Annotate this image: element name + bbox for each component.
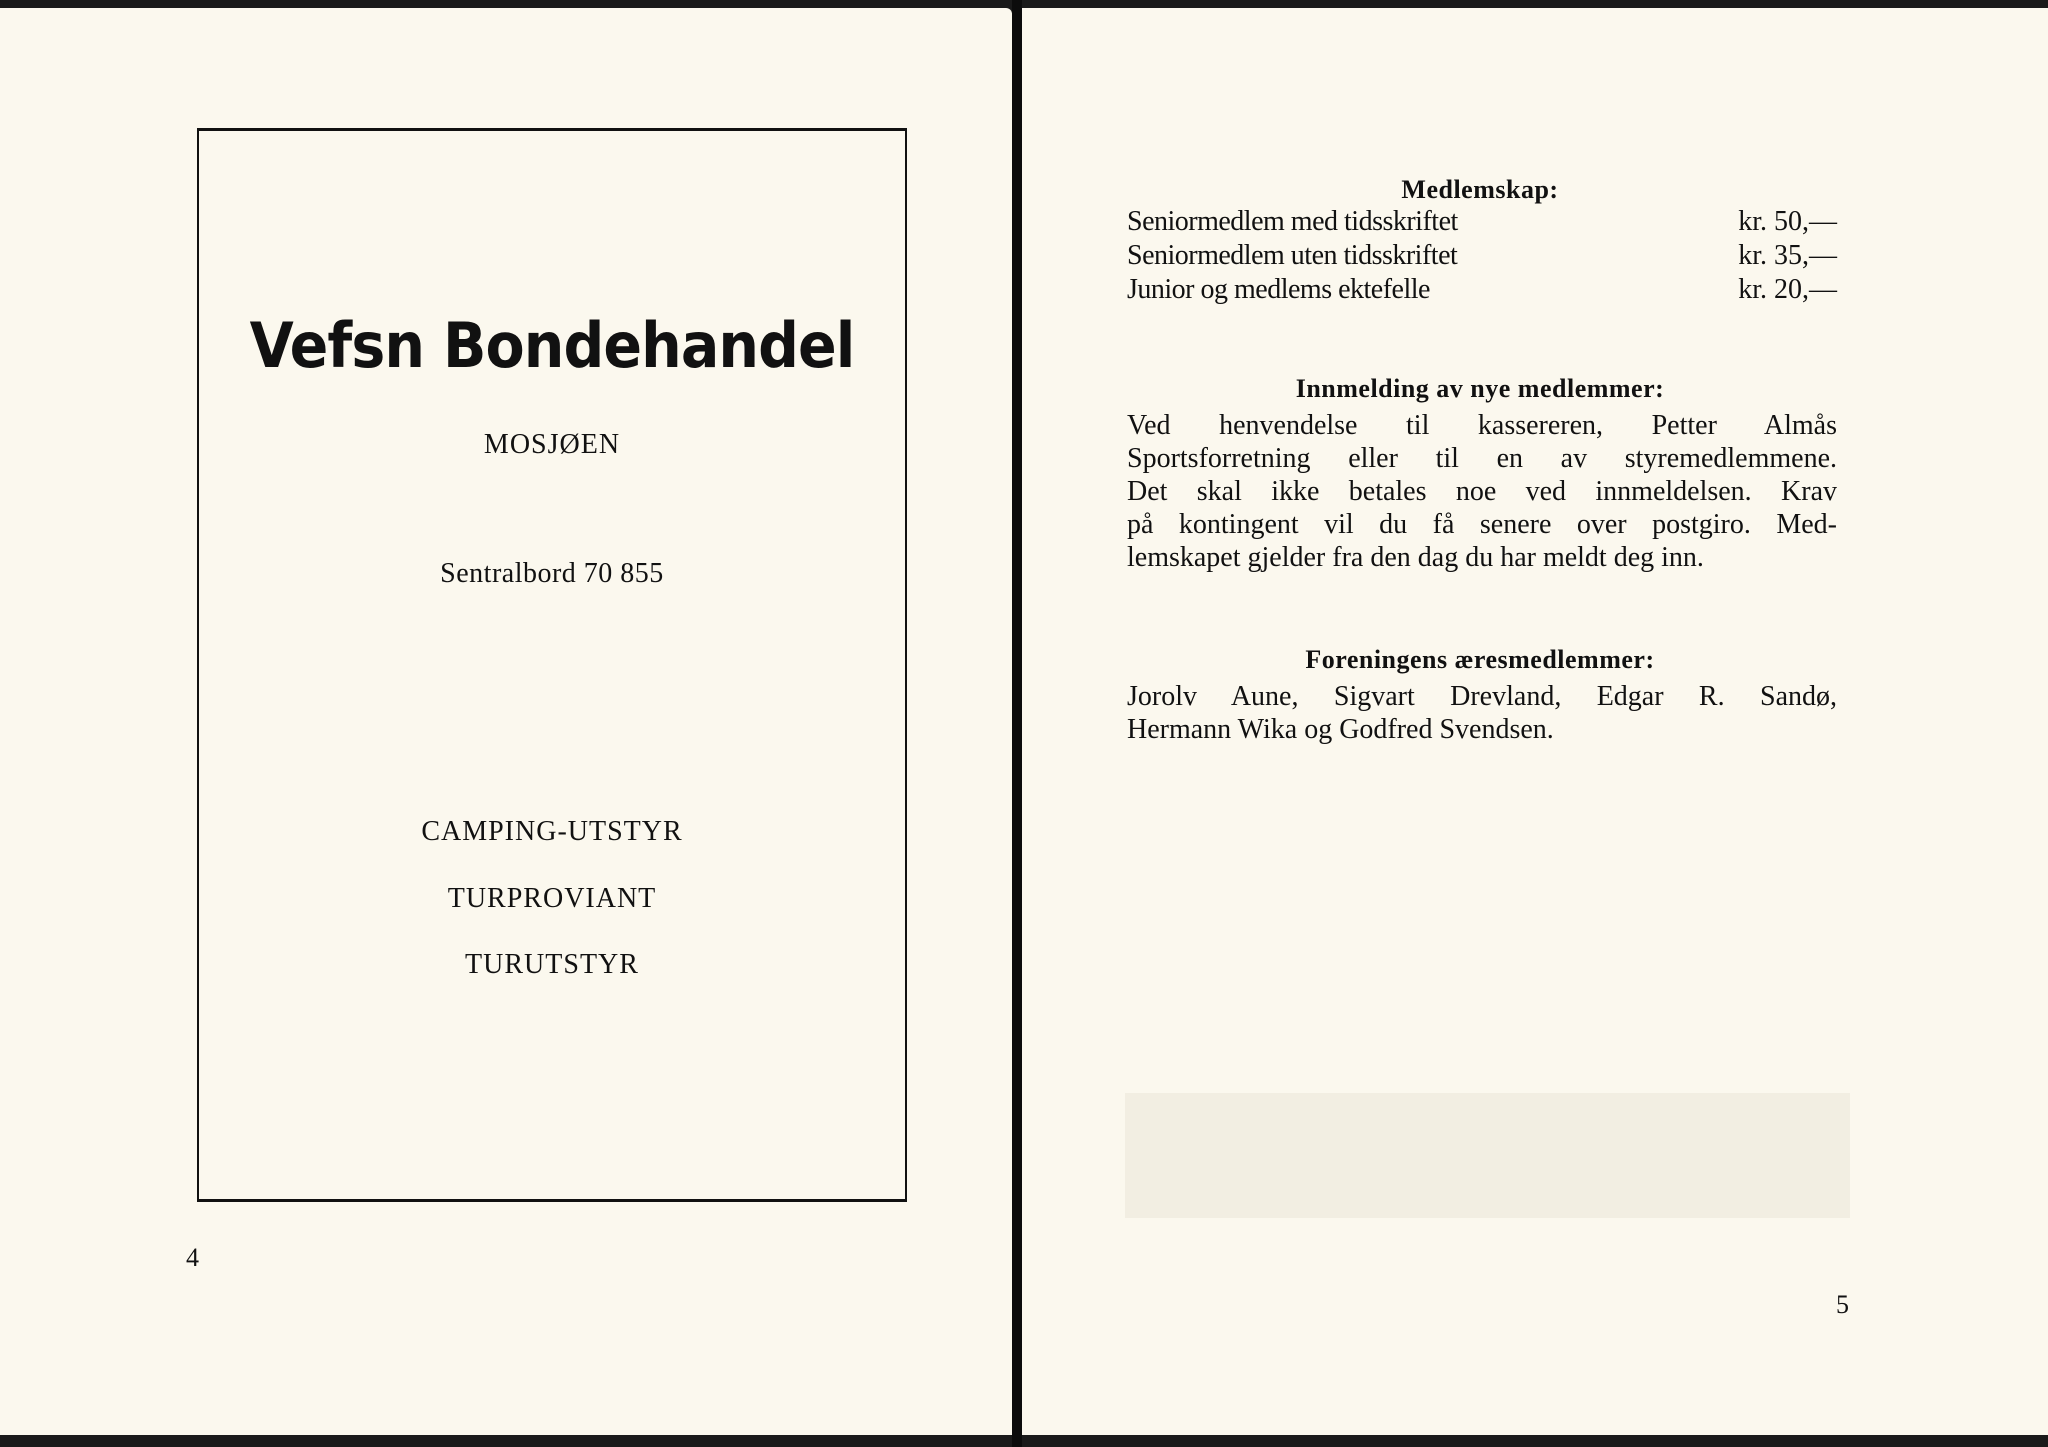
advertisement-box [197, 128, 907, 1202]
page-number-left: 4 [186, 1243, 199, 1272]
paragraph-line: Ved henvendelse til kassereren, Petter Almås [1127, 410, 1837, 441]
fee-label: Junior og medlems ektefelle [1127, 274, 1430, 305]
registration-paragraph [1127, 409, 1837, 574]
show-through-shadow [1125, 1093, 1850, 1218]
product-item: CAMPING-UTSTYR [421, 816, 683, 847]
fee-amount: kr. 35,— [1738, 240, 1837, 271]
paragraph-line: Sportsforretning eller til en av styremedlemmene. [1127, 443, 1837, 474]
registration-heading: Innmelding av nye medlemmer: [1295, 374, 1665, 403]
company-phone: Sentralbord 70 855 [440, 558, 664, 589]
paragraph-line: Jorolv Aune, Sigvart Drevland, Edgar R. Sandø, [1127, 681, 1837, 712]
fee-amount: kr. 20,— [1738, 274, 1837, 305]
fee-row [1127, 240, 1837, 274]
page-number-right: 5 [1836, 1290, 1849, 1319]
product-item: TURUTSTYR [465, 949, 639, 980]
fee-row [1127, 206, 1837, 240]
book-gutter [1012, 0, 1022, 1447]
honorary-heading: Foreningens æresmedlemmer: [1305, 645, 1655, 674]
paragraph-line: Hermann Wika og Godfred Svendsen. [1127, 714, 1554, 745]
company-location: MOSJØEN [483, 429, 621, 460]
honorary-paragraph [1127, 680, 1837, 746]
paragraph-line: på kontingent vil du få senere over postgiro. Med- [1127, 509, 1837, 540]
fee-row [1127, 274, 1837, 308]
product-item: TURPROVIANT [447, 883, 657, 914]
fee-label: Seniormedlem uten tidsskriftet [1127, 240, 1458, 271]
fee-label: Seniormedlem med tidsskriftet [1127, 206, 1458, 237]
company-name: Vefsn Bondehandel [249, 309, 855, 382]
fee-amount: kr. 50,— [1738, 206, 1837, 237]
paragraph-line: lemskapet gjelder fra den dag du har meldt deg inn. [1127, 542, 1704, 573]
membership-heading: Medlemskap: [1401, 175, 1559, 204]
paragraph-line: Det skal ikke betales noe ved innmeldelsen. Krav [1127, 476, 1837, 507]
